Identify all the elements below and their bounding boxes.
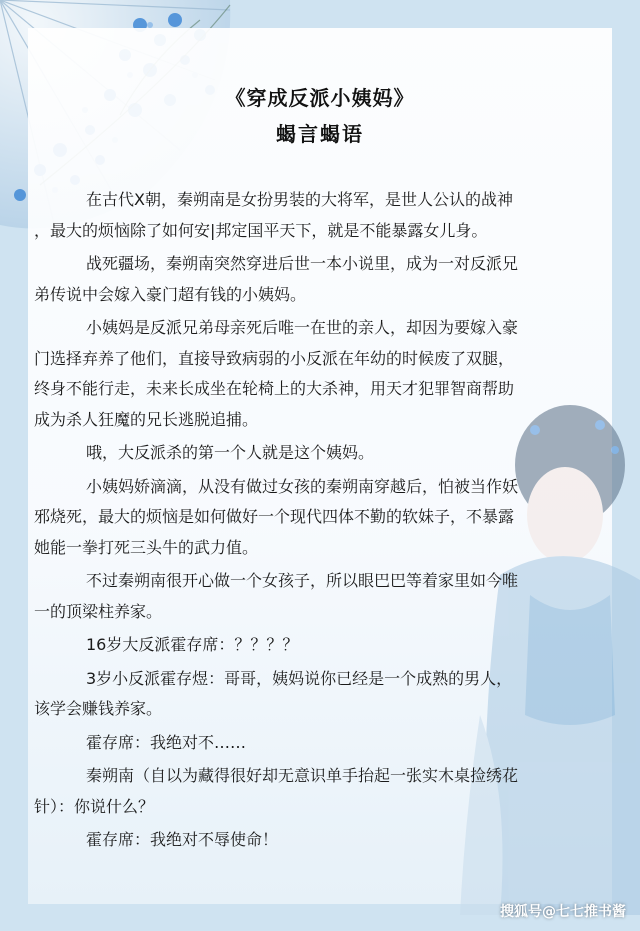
text-line: 哦，大反派杀的第一个人就是这个姨妈。 [86, 443, 375, 462]
paragraph [34, 472, 596, 564]
author-name: 蝎言蝎语 [276, 122, 364, 146]
paragraph [86, 630, 596, 661]
text-line: 不过秦朔南很开心做一个女孩子，所以眼巴巴等着家里如今唯 [86, 571, 519, 590]
text-line: 终身不能行走，未来长成坐在轮椅上的大杀神，用天才犯罪智商帮助 [34, 379, 515, 398]
text-line: 邪烧死，最大的烦恼是如何做好一个现代四体不勤的软妹子，不暴露 [34, 507, 515, 526]
text-line: 在古代X朝，秦朔南是女扮男装的大将军，是世人公认的战神 [86, 190, 513, 209]
paragraph [86, 438, 596, 469]
text-line: 战死疆场，秦朔南突然穿进后世一本小说里，成为一对反派兄 [86, 254, 519, 273]
text-line: 成为杀人狂魔的兄长逃脱追捕。 [34, 409, 259, 429]
text-line: 弟传说中会嫁入豪门超有钱的小姨妈。 [34, 284, 307, 304]
text-line: 16岁大反派霍存席：？？？？ [86, 635, 299, 654]
paragraph [34, 185, 596, 246]
text-line: 霍存席：我绝对不辱使命！ [86, 830, 279, 849]
synopsis [34, 185, 596, 859]
text-line: 霍存席：我绝对不…… [86, 732, 247, 752]
text-line: 秦朔南（自以为藏得很好却无意识单手抬起一张实木桌捡绣花 [86, 766, 519, 785]
paragraph [34, 566, 596, 627]
text-line: 一的顶梁柱养家。 [34, 601, 163, 621]
text-line: 3岁小反派霍存煜：哥哥，姨妈说你已经是一个成熟的男人， [86, 668, 513, 688]
paragraph [34, 761, 596, 822]
text-line: 小姨妈娇滴滴，从没有做过女孩的秦朔南穿越后，怕被当作妖 [86, 476, 519, 496]
watermark: 搜狐号@七七推书酱 [500, 904, 626, 920]
paragraph [34, 664, 596, 725]
text-line: 小姨妈是反派兄弟母亲死后唯一在世的亲人，却因为要嫁入豪 [86, 318, 519, 337]
text-line: 针）：你说什么？ [34, 796, 155, 816]
paragraph [34, 249, 596, 310]
book-title: 《穿成反派小姨妈》 [225, 86, 415, 110]
text-line: ，最大的烦恼除了如何安|邦定国平天下，就是不能暴露女儿身。 [34, 220, 488, 240]
paragraph [86, 825, 596, 856]
paragraph [34, 313, 596, 435]
text-line: 该学会赚钱养家。 [34, 699, 163, 718]
text-line: 她能一拳打死三头牛的武力值。 [34, 537, 259, 557]
paragraph [86, 728, 596, 759]
text-line: 门选择弃养了他们，直接导致病弱的小反派在年幼的时候废了双腿， [34, 348, 515, 368]
